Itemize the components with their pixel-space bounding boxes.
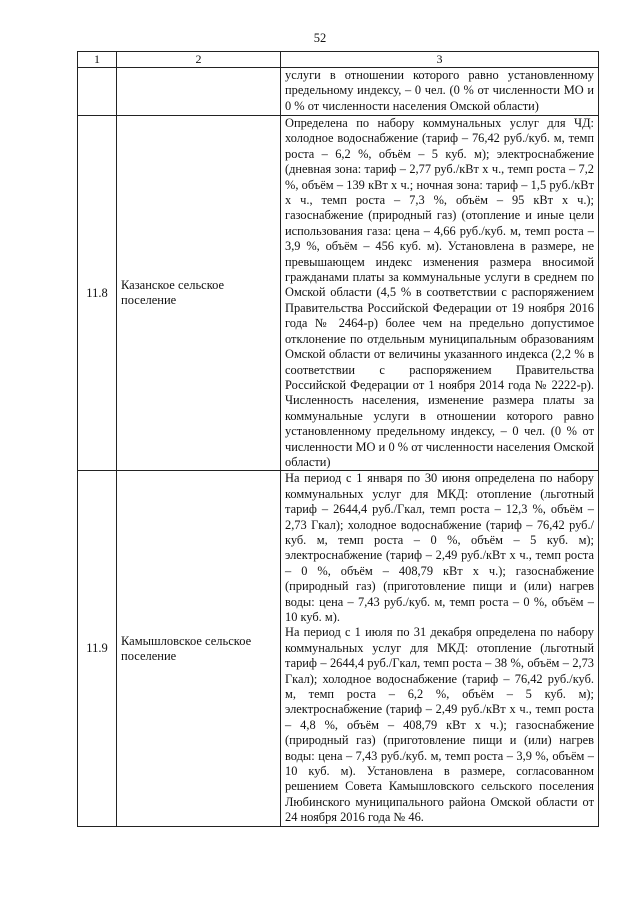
table-row xyxy=(78,471,599,826)
table-row xyxy=(78,116,599,471)
row-description: услуги в отношении которого равно установленному предельному индексу, – 0 чел. (0 % от численности МО и 0 % от численности населения Омской области) xyxy=(281,68,599,116)
row-number xyxy=(78,68,117,116)
header-col-3: 3 xyxy=(281,52,599,68)
row-number: 11.9 xyxy=(78,471,117,826)
row-name: Казанское сельское поселение xyxy=(117,116,281,471)
data-table xyxy=(77,51,599,827)
row-name: Камышловское сельское поселение xyxy=(117,471,281,826)
row-paragraph: На период с 1 января по 30 июня определена по набору коммунальных услуг для МКД: отопление (льготный тариф – 2644,4 руб./Гкал, темп роста – 12,3 %, объём – 2,73 Гкал); холодное водоснабжение (тариф – 76,42 руб./куб. м, темп роста – 0 %, объём – 5 куб. м); электроснабжение (тариф – 2,49 руб./кВт х ч., темп роста – 0 %, объём – 408,79 кВт х ч.); газоснабжение (природный газ) (приготовление пищи и (или) нагрев воды: цена – 7,43 руб./куб. м, темп роста – 0 %, объём – 10 куб. м). xyxy=(285,471,594,624)
row-description xyxy=(281,116,599,471)
row-number: 11.8 xyxy=(78,116,117,471)
table-row-continuation xyxy=(78,68,599,116)
table-header-row xyxy=(78,52,599,68)
row-name xyxy=(117,68,281,116)
row-paragraph: Определена по набору коммунальных услуг для ЧД: холодное водоснабжение (тариф – 76,42 руб./куб. м, темп роста – 6,2 %, объём – 5 куб. м); электроснабжение (дневная зона: тариф – 2,77 руб./кВт х ч., темп роста – 7,2 %, объём – 139 кВт х ч.; ночная зона: тариф – 1,5 руб./кВт х ч., темп роста – 7,3 %, объём – 95 кВт х ч.); газоснабжение (природный газ) (отопление и иные цели использования газа: цена – 4,66 руб./куб. м, темп роста – 3,9 %, объём – 456 куб. м). Установлена в размере, не превышающем индекс изменения размера вносимой гражданами платы за коммунальные услуги в среднем по Омской области (4,5 % в соответствии с распоряжением Правительства Российской Федерации от 19 ноября 2016 года № 2464-р) более чем на предельно допустимое отклонение по отдельным муниципальным образованиям Омской области от величины указанного индекса (2,2 % в соответствии с распоряжением Правительства Российской Федерации от 1 ноября 2014 года № 2222-р). Численность населения, изменение размера платы за коммунальные услуги в отношении которого равно установленному предельному индексу, – 0 чел. (0 % от численности МО и 0 % от численности населения Омской области) xyxy=(285,116,594,469)
row-paragraph: На период с 1 июля по 31 декабря определена по набору коммунальных услуг для МКД: отопление (льготный тариф – 2644,4 руб./Гкал, темп роста – 38 %, объём – 2,73 Гкал); холодное водоснабжение (тариф – 76,42 руб./куб. м, темп роста – 6,2 %, объём – 5 куб. м); электроснабжение (тариф – 2,49 руб./кВт х ч., темп роста – 4,8 %, объём – 408,79 кВт х ч.); газоснабжение (природный газ) (приготовление пищи и (или) нагрев воды: цена – 7,43 руб./куб. м, темп роста – 3,9 %, объём – 10 куб. м). Установлена в размере, согласованном решением Совета Камышловского сельского поселения Любинского муниципального района Омской области от 24 ноября 2016 года № 46. xyxy=(285,625,594,825)
row-description xyxy=(281,471,599,826)
page-number: 52 xyxy=(313,31,327,45)
header-col-2: 2 xyxy=(117,52,281,68)
header-col-1: 1 xyxy=(78,52,117,68)
